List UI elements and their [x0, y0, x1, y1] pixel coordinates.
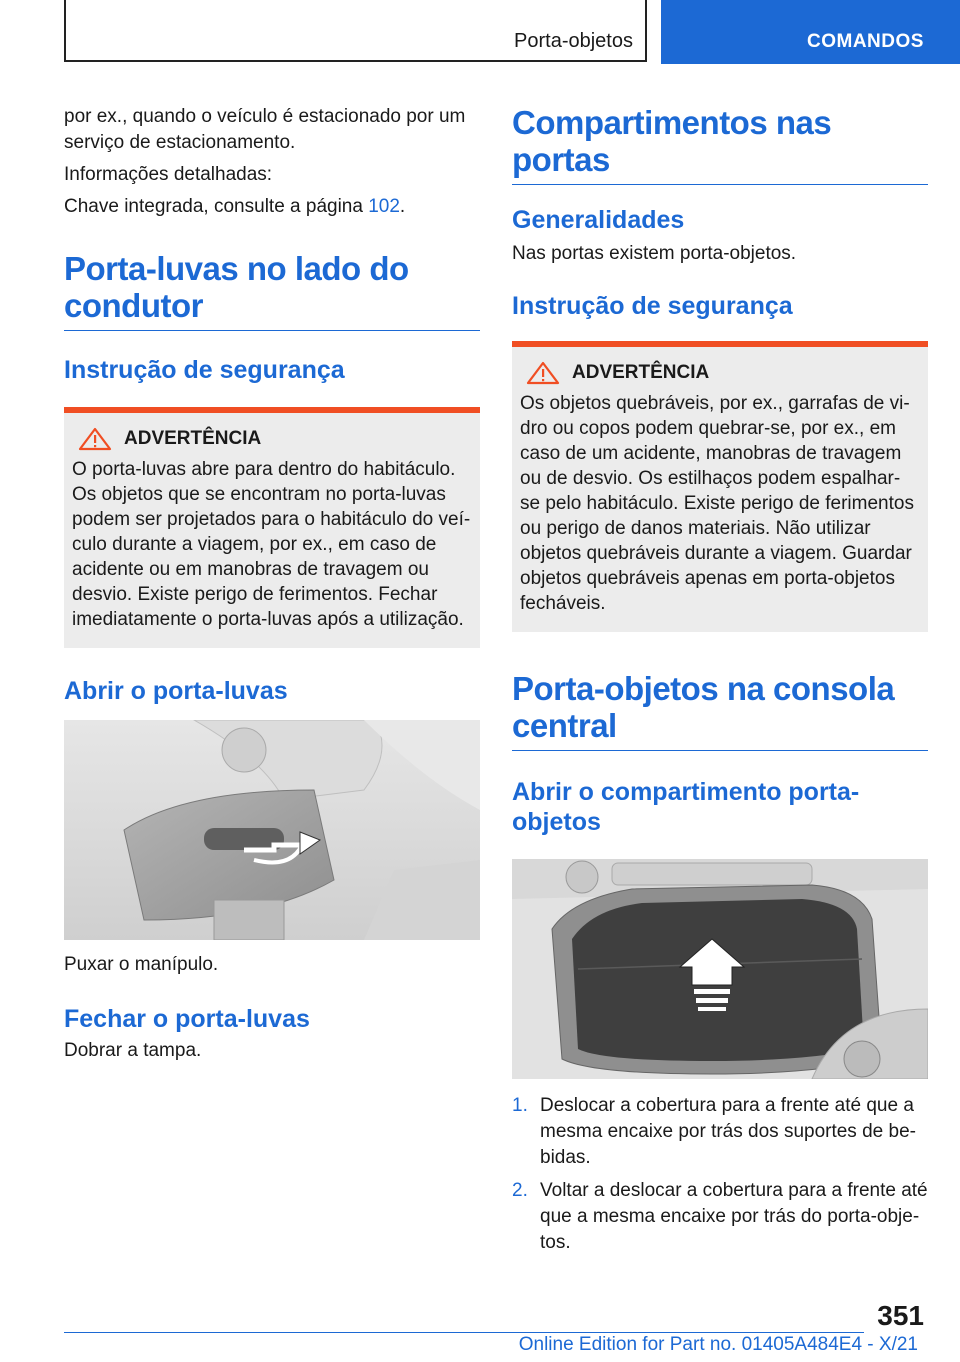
- heading-open-compartment: Abrir o compartimento porta-objetos: [512, 778, 860, 836]
- heading-glovebox: Porta-luvas no lado do condutor: [64, 250, 480, 331]
- warning-triangle-icon: [526, 361, 560, 385]
- warning-box-right: [512, 341, 928, 632]
- heading-door-compartments: Compartimentos nas portas: [512, 104, 928, 185]
- warning-title-right: ADVERTÊNCIA: [572, 362, 710, 383]
- warning-text-right: Os objetos quebráveis, por ex., garrafas de vidro ou copos podem quebrar-se, por ex., em caso de um acidente, manobras de travagem ou de desvio. Os estilhaços podem espalhar-se pelo habitáculo. Existe perigo de ferimentos ou perigo de danos materiais. Não utilizar objetos quebráveis durante a viagem. Guardar objetos quebráveis apenas em porta-objetos fecháveis.: [520, 393, 914, 614]
- right-column: [512, 104, 928, 1263]
- warning-header-right: [520, 361, 920, 385]
- intro-reference-dot: .: [399, 196, 406, 217]
- header-chapter-tab[interactable]: [661, 0, 960, 64]
- general-text: Nas portas existem porta-objetos.: [512, 243, 797, 264]
- glovebox-illustration: [64, 720, 480, 940]
- warning-box-left: [64, 407, 480, 648]
- glovebox-handle-image: [64, 720, 480, 940]
- intro-info-label: Informações detalhadas:: [64, 164, 273, 185]
- console-illustration: [512, 859, 928, 1079]
- left-column: [64, 104, 480, 1064]
- heading-open-glovebox: Abrir o porta-luvas: [64, 677, 288, 705]
- intro-reference: [64, 194, 480, 220]
- step-text: Deslocar a cobertura para a frente até que a mesma encaixe por trás dos suportes de bebidas.: [540, 1095, 916, 1168]
- intro-text: por ex., quando o veículo é estacionado por um serviço de estacionamento.: [64, 106, 466, 153]
- step-number: 2.: [512, 1180, 528, 1201]
- footer-divider: [64, 1332, 864, 1333]
- warning-title-left: ADVERTÊNCIA: [124, 428, 262, 449]
- close-text: Dobrar a tampa.: [64, 1040, 202, 1061]
- open-caption: Puxar o manípulo.: [64, 954, 219, 975]
- header-section-title: Porta-objetos: [514, 30, 633, 52]
- heading-safety-left: Instrução de segurança: [64, 356, 345, 384]
- header-chapter-label: COMANDOS: [807, 31, 924, 52]
- warning-header-left: [72, 427, 472, 451]
- steps-list: [512, 1093, 928, 1256]
- step-text: Voltar a deslocar a cobertura para a frente até que a mesma encaixe por trás do porta-objetos.: [540, 1180, 928, 1253]
- heading-center-console: Porta-objetos na consola central: [512, 670, 928, 751]
- console-cover-image: [512, 859, 928, 1079]
- heading-close-glovebox: Fechar o porta-luvas: [64, 1005, 310, 1033]
- page-link-102[interactable]: 102: [368, 196, 400, 217]
- page-number: 351: [877, 1300, 924, 1331]
- heading-general: Generalidades: [512, 206, 685, 234]
- warning-triangle-icon: [78, 427, 112, 451]
- list-item: [512, 1093, 928, 1171]
- step-number: 1.: [512, 1095, 528, 1116]
- heading-safety-right: Instrução de segurança: [512, 292, 793, 320]
- intro-reference-text: Chave integrada, consulte a página: [64, 196, 363, 217]
- list-item: [512, 1178, 928, 1256]
- header-section-box: [64, 0, 647, 62]
- footer-edition: Online Edition for Part no. 01405A484E4 - X/21: [518, 1334, 918, 1355]
- warning-text-left: O porta-luvas abre para dentro do habitáculo. Os objetos que se encontram no porta-luvas podem ser projetados para o habitáculo do veículo durante a viagem, por ex., em caso de acidente ou em manobras de travagem ou desvio. Existe perigo de ferimentos. Fechar imediatamente o porta-luvas após a utilização.: [72, 459, 471, 630]
